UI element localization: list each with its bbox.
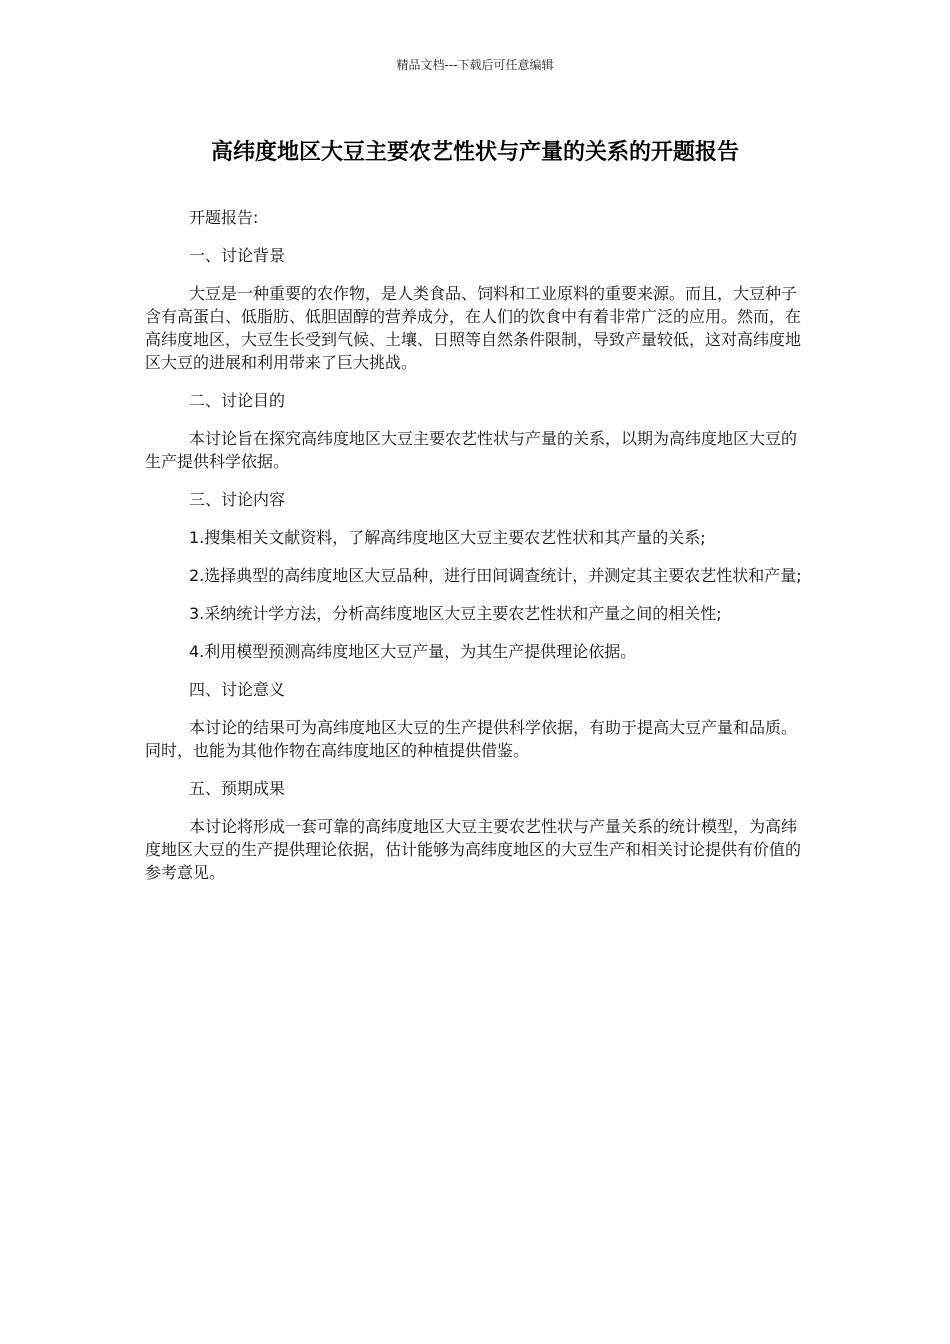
document-title: 高纬度地区大豆主要农艺性状与产量的关系的开题报告 — [210, 140, 739, 165]
content-item-4: 4.利用模型预测高纬度地区大豆产量，为其生产提供理论依据。 — [189, 642, 637, 661]
section-heading-background: 一、讨论背景 — [189, 246, 286, 265]
document-body — [145, 206, 805, 899]
section-heading-significance: 四、讨论意义 — [189, 680, 286, 699]
section-heading-content: 三、讨论内容 — [189, 490, 286, 509]
outcomes-paragraph: 本讨论将形成一套可靠的高纬度地区大豆主要农艺性状与产量关系的统计模型，为高纬度地区大豆的生产提供理论依据，估计能够为高纬度地区的大豆生产和相关讨论提供有价值的参考意见。 — [145, 817, 802, 882]
content-item-1: 1.搜集相关文献资料，了解高纬度地区大豆主要农艺性状和其产量的关系; — [189, 528, 706, 547]
content-item-3: 3.采纳统计学方法，分析高纬度地区大豆主要农艺性状和产量之间的相关性; — [189, 604, 722, 623]
purpose-paragraph: 本讨论旨在探究高纬度地区大豆主要农艺性状与产量的关系，以期为高纬度地区大豆的生产提供科学依据。 — [145, 429, 798, 471]
significance-paragraph: 本讨论的结果可为高纬度地区大豆的生产提供科学依据，有助于提高大豆产量和品质。同时，也能为其他作物在高纬度地区的种植提供借鉴。 — [145, 718, 798, 760]
content-item-2: 2.选择典型的高纬度地区大豆品种，进行田间调查统计，并测定其主要农艺性状和产量; — [189, 566, 802, 585]
background-paragraph: 大豆是一种重要的农作物，是人类食品、饲料和工业原料的重要来源。而且，大豆种子含有高蛋白、低脂肪、低胆固醇的营养成分，在人们的饮食中有着非常广泛的应用。然而，在高纬度地区，大豆生长受到气候、土壤、日照等自然条件限制，导致产量较低，这对高纬度地区大豆的进展和利用带来了巨大挑战。 — [145, 284, 802, 372]
section-heading-outcomes: 五、预期成果 — [189, 779, 286, 798]
report-label: 开题报告: — [189, 208, 259, 227]
section-heading-purpose: 二、讨论目的 — [189, 391, 286, 410]
page-header: 精品文档---下载后可任意编辑 — [396, 58, 554, 72]
